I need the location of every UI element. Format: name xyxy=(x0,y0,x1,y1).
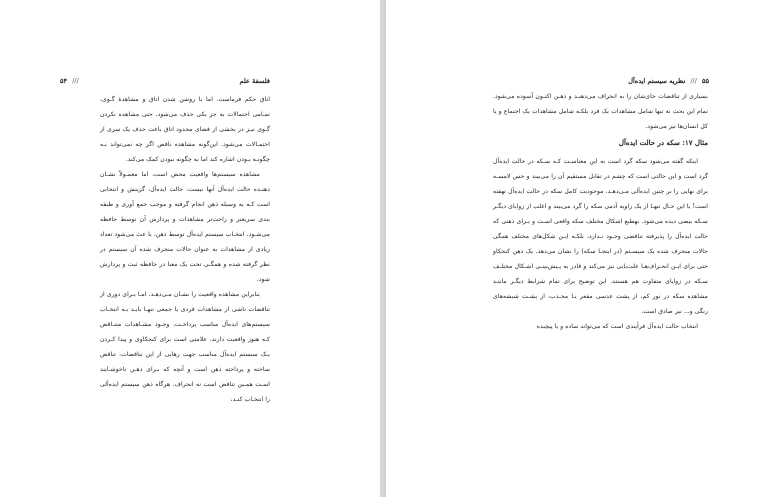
left-page-separator: /// xyxy=(72,77,79,85)
section-title: مثال ۱۷: سکه در حالت ایده‌آل xyxy=(618,138,708,147)
right-page-number: ۵۵ xyxy=(702,77,709,85)
left-page-body xyxy=(100,92,270,407)
right-page xyxy=(385,0,768,497)
left-page xyxy=(0,0,381,497)
paragraph: بنابراین مشاهده واقعیت را نشـان مـی‌دهـد. امـا بـرای دوری از تناقضات ناشی از مشاهدات فردی یا جمعی تنهـا بایـد بـه انتخـاب سیستم‌های ایده‌آل مناسب پرداخـت. وجـود مشـاهدات متنـاقض کـه هنوز واقعیت دارند، علامتی است برای کنجکاوی و پیدا کـردن یـک سیستم ایده‌آل مناسب جهت رهایی از این تناقضات. تناقض ساخته و پرداخته ذهن است و آنچه که بـرای ذهـن ناخوشـایند اسـت همـین تناقض است نه انحراف. هرگاه ذهن سیستم ایده‌آلی را انتخـاب کنـد، xyxy=(100,291,270,403)
left-page-header xyxy=(60,75,270,87)
paragraph: مشاهده سیستم‌ها واقعیت محض است، اما معمـولاً نشـان دهنـده حالت ایده‌آل آنها نیست. حالت ایده‌آل، گزینش و انتخابی است کـه به وسیله ذهن انجام گرفته و موجب جمع آوری و طبقه بندی سریعتر و راحت‌تر مشاهدات و پردازش آن توسط حافظه می‌شـود. انتخـاب سیستم ایده‌آل توسط ذهن، با عث می‌شود تعداد زیادی از مشاهدات به عنوان حالات منحرف شده آن سیستم در نظر گرفته شده و همگـی تحت یک معنا در حافظه ثبت و پردازش شود. xyxy=(100,171,270,283)
paragraph: انتخاب حالت ایده‌آل فرآیندی است که می‌تواند ساده و یا پیچیده xyxy=(536,323,698,330)
paragraph: اینکه گفته می‌شود سکه گرد است به این معناسـت کـه سـکه در حالت ایده‌آل گرد است و این حالتی است که چشم در تقابل مستقیم آن را می‌بیند و حس لامسـه برای نهایی را بر چنین ایده‌آلی مـی‌دهـد. موجودیت کامل سکه در حالت ایده‌آل تهفته است! یا این حـال تنهـا از یک زاویه آدمی سکه را گرد می‌بیند و اغلب از زوایای دیگـر سـکه بیضی دیده می‌شود. بهطبع اشکال مختلف سکه واقعی اسـت و بـرای ذهنی که حالت ایده‌آل را پذیرفته تناقضی وجـود نـدارد، بلکـه ایـن شکل‌های مختلف همگی حالات منحرف شده یک سیسـتم (در اینجـا سکه) را نشان می‌دهد. یک ذهن کنجکاو حتی برای ایـن انحـراف‌هـا علت‌یابی نیز می‌کند و قادر به پـیش‌بینـی اشـکال مختلـف سـکه در زوایای متفاوت هم هستند. این توضیح برای تمام شرایط دیگـر ماننـد مشاهده سکه در نور کم، از پشت عدسی مقعر یـا محـدب، از پشـت شیشه‌های رنگی و... نیز صادق است. xyxy=(493,158,708,315)
right-page-body xyxy=(493,89,708,334)
right-page-title: نظریه سیستم ایده‌آل xyxy=(628,77,686,85)
right-page-separator: /// xyxy=(690,77,697,85)
left-page-title: فلسفهٔ علم xyxy=(239,77,270,85)
left-page-number: ۵۴ xyxy=(60,77,67,85)
paragraph: بسیاری از تناقضات جای‌شان را به انحراف می‌دهنـد و ذهـن اکنـون آسوده می‌شود. تمام این بحث نه تنها شامل مشاهدات یک فرد بلکـه شامل مشاهدات یک اجتماع و یا کل انسان‌ها نیز می‌شود. xyxy=(493,93,708,130)
paragraph: اتاق حکم فرماست. اما با روشن شدن اتاق و مشاهدهٔ گـوی، تمـامی احتمالات به جز یکی حذف می‌شود. حتی مشاهده نکردن گـوی نیـز در بخشی از فضای محدود اتاق باعث حذف یک سری از احتمـالات می‌شود. این‌گونه مشاهده ناقص اگر چه نمی‌تواند بـه چگونـه بـودن اشاره کند اما به چگونه نبودن کمک می‌کند. xyxy=(100,96,270,163)
right-page-header xyxy=(481,75,709,87)
